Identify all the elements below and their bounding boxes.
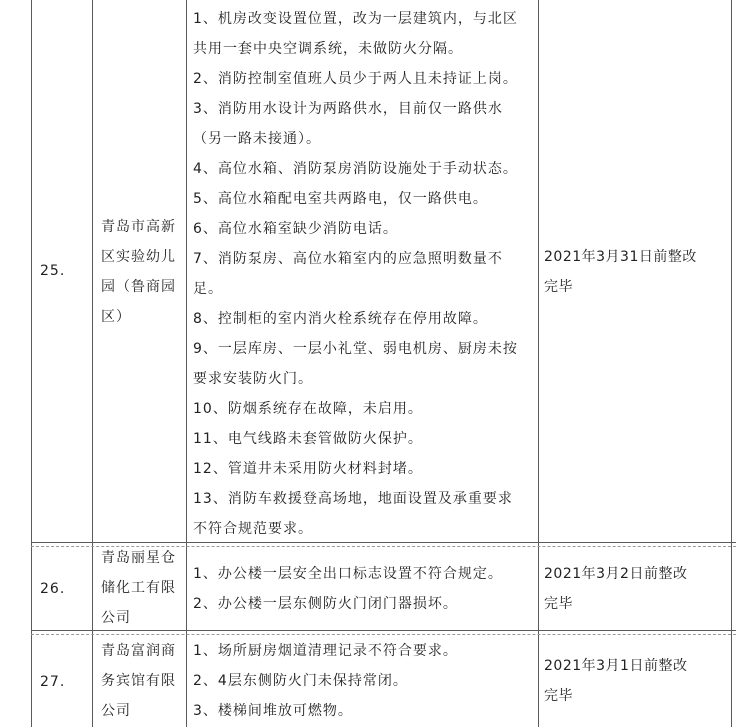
issue-list: 1、场所厨房烟道清理记录不符合要求。 2、4层东侧防火门未保持常闭。 3、楼梯间堆放可燃物。 (193, 643, 458, 719)
table-row (0, 546, 736, 630)
row-number: 26. (40, 581, 66, 597)
organization-name: 青岛市高新 区实验幼儿 园（鲁商园 区） (101, 219, 176, 325)
deadline: 2021年3月31日前整改 完毕 (544, 249, 697, 295)
issue-list: 1、办公楼一层安全出口标志设置不符合规定。 2、办公楼一层东侧防火门闭门器损坏。 (193, 566, 503, 612)
deadline: 2021年3月2日前整改 完毕 (544, 566, 688, 612)
organization-name: 青岛丽星仓 储化工有限 公司 (101, 550, 176, 626)
row-number: 27. (40, 674, 66, 690)
organization-name: 青岛富润商 务宾馆有限 公司 (101, 643, 176, 719)
table-row (0, 634, 736, 727)
row-number: 25. (40, 263, 66, 279)
issue-list: 1、机房改变设置位置，改为一层建筑内，与北区 共用一套中央空调系统，未做防火分隔。 2、消防控制室值班人员少于两人且未持证上岗。 3、消防用水设计为两路供水，目前仅一路供水 （另一路未接通）。 4、高位水箱、消防泵房消防设施处于手动状态。 5、高位水箱配电室共两路电，仅一路供电。 6、高位水箱室缺少消防电话。 7、消防泵房、高位水箱室内的应急照明数量不 足。 8、控制柜的室内消火栓系统存在停用故障。 9、一层库房、一层小礼堂、弱电机房、厨房未按 要求安装防火门。 10、防烟系统存在故障，未启用。 11、电气线路未套管做防火保护。 12、管道井未采用防火材料封堵。 13、消防车救援登高场地，地面设置及承重要求 不符合规范要求。 (193, 11, 518, 537)
deadline: 2021年3月1日前整改 完毕 (544, 658, 688, 704)
